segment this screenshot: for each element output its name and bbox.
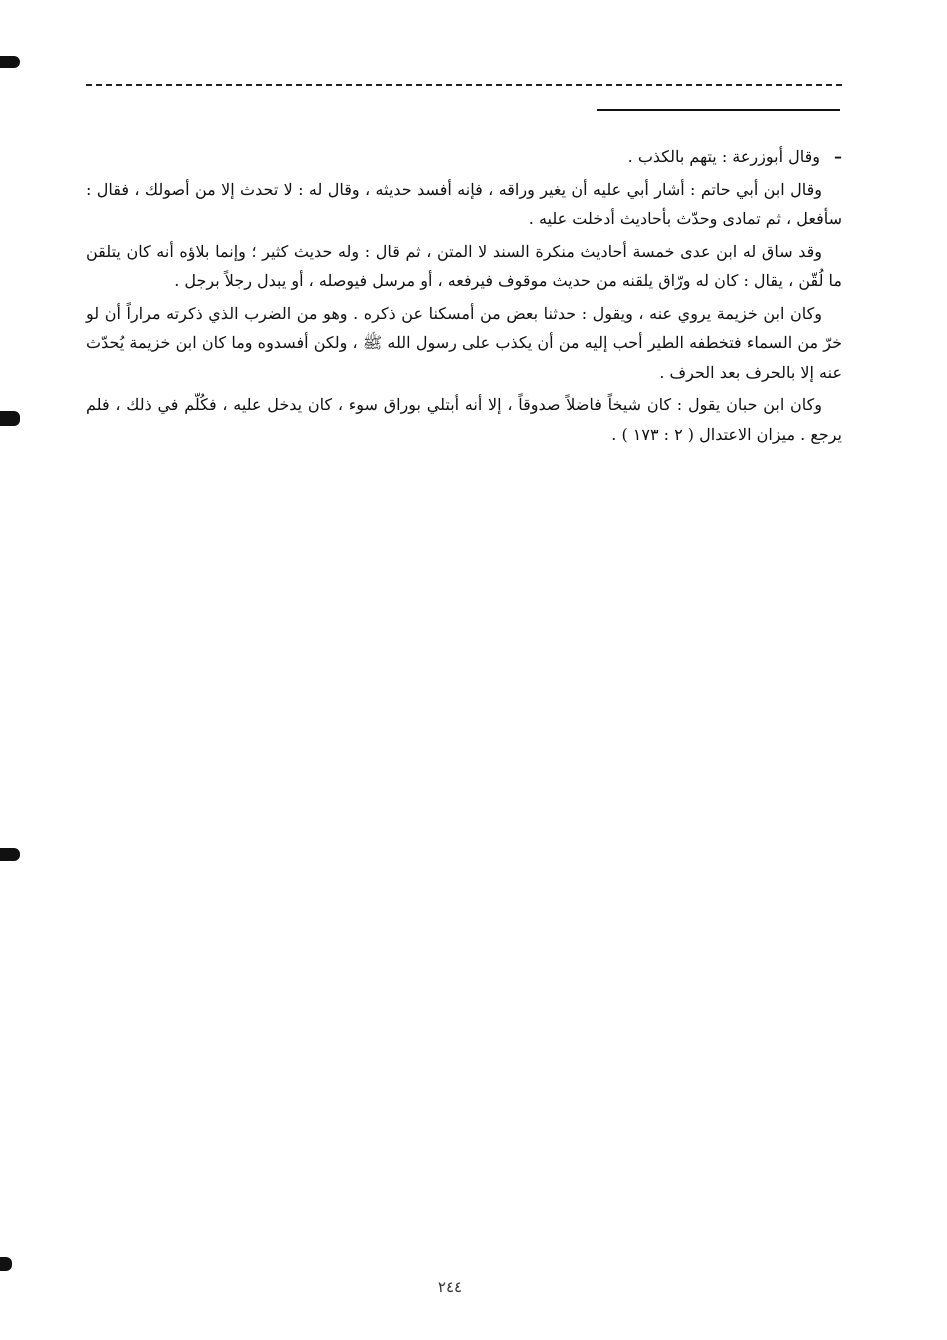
paragraph-2: [86, 175, 842, 234]
scan-mark-1: [0, 56, 20, 68]
paragraph-text: وكان ابن حبان يقول : كان شيخاً فاضلاً صدوقاً ، إلا أنه أبتلي بوراق سوء ، كان يدخل عليه ، فكُلّم في ذلك ، فلم يرجع . ميزان الاعتدال ( ٢ : ١٧٣ ) .: [86, 395, 842, 444]
scan-mark-4: [0, 1257, 12, 1271]
header-dashed-rule: [86, 84, 842, 86]
paragraph-1: [86, 142, 842, 172]
paragraph-3: [86, 237, 842, 296]
paragraph-4: [86, 299, 842, 388]
page-number: ٢٤٤: [437, 1278, 463, 1296]
scan-mark-2: [0, 411, 20, 426]
paragraph-text: وكان ابن خزيمة يروي عنه ، ويقول : حدثنا بعض من أمسكنا عن ذكره . وهو من الضرب الذي ذكرته مراراً أن لو خرّ من السماء فتخطفه الطير أحب إليه من أن يكذب على رسول الله ﷺ ، ولكن أفسدوه وما كان ابن خزيمة يُحدّث عنه إلا بالحرف بعد الحرف .: [86, 303, 842, 382]
footnote-text-block: [86, 142, 842, 452]
paragraph-5: [86, 390, 842, 449]
paragraph-text: وقد ساق له ابن عدى خمسة أحاديث منكرة السند لا المتن ، ثم قال : وله حديث كثير ؛ وإنما بلاؤه أنه كان يتلقن ما لُقّن ، يقال : كان له ورّاق يلقنه من حديث موقوف فيرفعه ، أو مرسل فيوصله ، أو يبدل رجلاً برجل .: [86, 241, 842, 290]
scan-mark-3: [0, 848, 20, 861]
dash-marker: –: [834, 147, 842, 166]
paragraph-text: وقال ابن أبي حاتم : أشار أبي عليه أن يغير وراقه ، فإنه أفسد حديثه ، وقال له : لا تحدث إلا من أصولك ، فقال : سأفعل ، ثم تمادى وحدّث بأحاديث أدخلت عليه .: [86, 179, 842, 228]
paragraph-text: وقال أبوزرعة : يتهم بالكذب .: [627, 147, 820, 166]
footnote-rule: [597, 109, 840, 111]
